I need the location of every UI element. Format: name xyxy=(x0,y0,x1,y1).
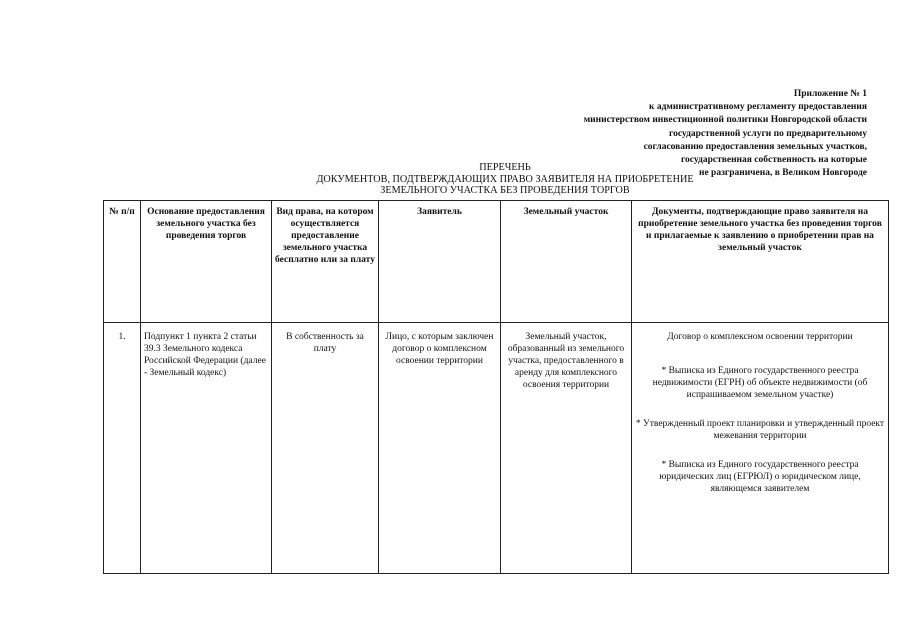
appendix-line: государственной услуги по предварительному xyxy=(669,128,867,139)
document-item: * Выписка из Единого государственного реестра недвижимости (ЕГРН) об объекте недвижимости (об испрашиваемом земельном участке) xyxy=(652,366,868,400)
document-item: Договор о комплексном освоении территории xyxy=(667,332,853,342)
header-number: № п/п xyxy=(104,201,141,323)
document-title xyxy=(270,162,740,197)
header-basis: Основание предоставления земельного участка без проведения торгов xyxy=(141,201,272,323)
appendix-line: государственная собственность на которые xyxy=(680,155,867,166)
appendix-line: министерством инвестиционной политики Новгородской области xyxy=(583,115,867,126)
appendix-line: согласованию предоставления земельных участков, xyxy=(643,141,867,152)
title-line: ПЕРЕЧЕНЬ xyxy=(479,162,531,173)
document-item: * Утвержденный проект планировки и утвержденный проект межевания территории xyxy=(635,419,885,441)
table-header-row xyxy=(104,201,889,323)
cell-land-plot: Земельный участок, образованный из земельного участка, предоставленного в аренду для комплексного освоения территории xyxy=(501,323,632,574)
cell-basis: Подпункт 1 пункта 2 статьи 39.3 Земельного кодекса Российской Федерации (далее - Земельный кодекс) xyxy=(141,323,272,574)
appendix-line: не разграничена, в Великом Новгороде xyxy=(698,168,867,179)
cell-right-type: В собственность за плату xyxy=(272,323,379,574)
header-documents: Документы, подтверждающие право заявителя на приобретение земельного участка без проведения торгов и прилагаемые к заявлению о приобретении прав на земельный участок xyxy=(632,201,889,323)
cell-documents xyxy=(632,323,889,574)
appendix-line: к административному регламенту предоставления xyxy=(648,102,867,113)
header-applicant: Заявитель xyxy=(379,201,501,323)
cell-applicant: Лицо, с которым заключен договор о комплексном освоении территории xyxy=(379,323,501,574)
header-land-plot: Земельный участок xyxy=(501,201,632,323)
title-line: ЗЕМЕЛЬНОГО УЧАСТКА БЕЗ ПРОВЕДЕНИЯ ТОРГОВ xyxy=(380,185,630,196)
documents-table xyxy=(103,200,889,574)
header-right-type: Вид права, на котором осуществляется предоставление земельного участка бесплатно или за плату xyxy=(272,201,379,323)
appendix-line: Приложение № 1 xyxy=(793,89,867,99)
cell-number: 1. xyxy=(104,323,141,574)
title-line: ДОКУМЕНТОВ, ПОДТВЕРЖДАЮЩИХ ПРАВО ЗАЯВИТЕЛЯ НА ПРИОБРЕТЕНИЕ xyxy=(316,173,694,185)
document-item: * Выписка из Единого государственного реестра юридических лиц (ЕГРЮЛ) о юридическом лице, являющемся заявителем xyxy=(659,460,861,494)
table-row xyxy=(104,323,889,574)
